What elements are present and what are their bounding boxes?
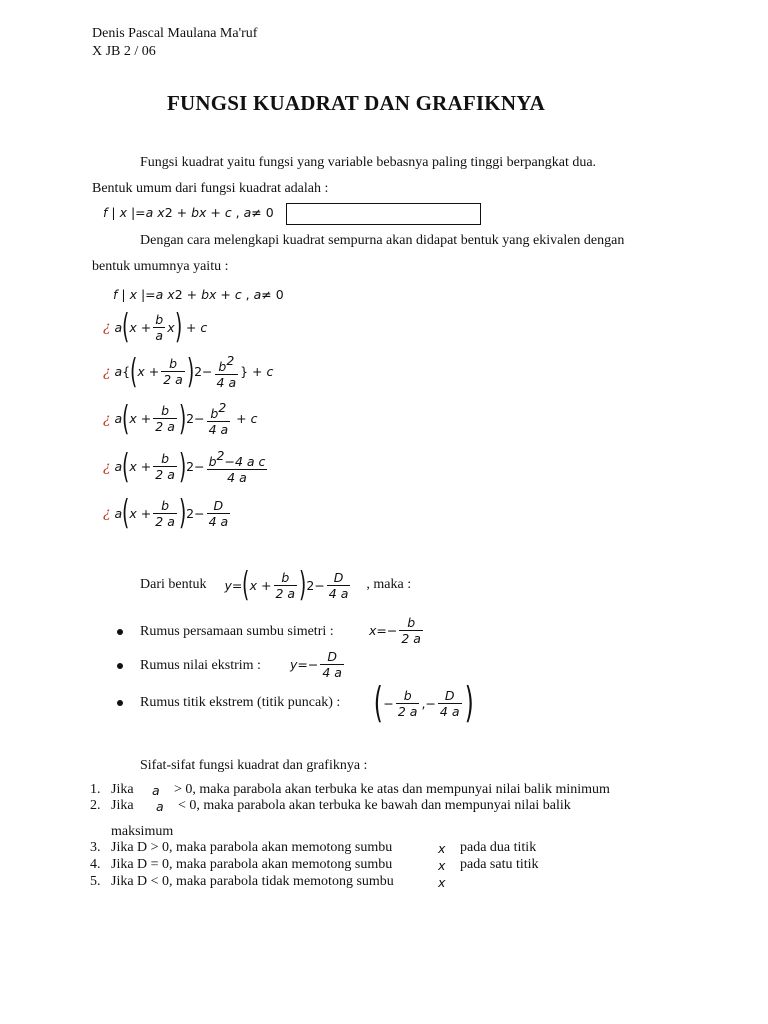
item-text: Jika D > 0, maka parabola akan memotong sumbu [111,840,393,855]
step-glyph: ¿ [103,363,111,380]
bullet-dot [117,700,123,706]
vertex-formula: ( − $\frac{b}{2 a}$ ,− $\frac{D}{4 a}$ ) [373,678,474,727]
derivation-step-5: ¿ a ( x + $\frac{b}{2 a}$ ) 2 − $\frac{D}{4 a}$ [103,493,229,533]
item-var: x [438,875,446,890]
property-item-1 [90,782,610,798]
item-number: 4. [90,857,101,872]
properties-heading: Sifat-sifat fungsi kuadrat dan grafiknya : [140,758,368,773]
derivation-step-0: f | x |= a x 2 + bx + c , a ≠ 0 [113,287,284,302]
general-form-text: Bentuk umum dari fungsi kuadrat adalah : [92,181,329,196]
item-number: 1. [90,782,101,797]
bullet-dot [117,629,123,635]
axis-symmetry-formula: x =− $\frac{b}{2 a}$ [369,615,421,646]
derivation-step-4: ¿ a ( x + $\frac{b}{2 a}$ ) 2 − $\frac{b^2-4 a c}{4 a}$ [103,446,266,487]
item-post: pada satu titik [460,857,539,872]
property-item-2 [90,798,571,814]
property-item-4 [90,857,539,873]
intro-text: Fungsi kuadrat yaitu fungsi yang variable bebasnya paling tinggi berpangkat dua. [140,155,597,170]
item-text: < 0, maka parabola akan terbuka ke bawah dan mempunyai nilai balik [178,798,571,813]
step-glyph: ¿ [103,410,111,427]
step-glyph: ¿ [103,505,111,521]
derivation-step-2: ¿ a { ( x + $\frac{b}{2 a}$ ) 2 − $\frac{b^2}{4 a}$ } + c [103,351,274,392]
extreme-value-formula: y =− $\frac{D}{4 a}$ [290,649,342,680]
page-title: FUNGSI KUADRAT DAN GRAFIKNYA [167,91,545,115]
vertex-form-label: Dari bentuk [140,577,207,592]
item-pre: Jika [111,782,134,797]
item-post: pada dua titik [460,840,537,855]
axis-symmetry-label: Rumus persamaan sumbu simetri : [140,624,334,639]
completing-text: Dengan cara melengkapi kuadrat sempurna akan didapat bentuk yang ekivalen dengan [140,233,625,248]
derivation-step-1: ¿ a ( x + $\frac{b}{a}$ x ) + c [103,307,208,347]
item-number: 5. [90,874,101,889]
item-var: a [152,783,160,798]
extreme-value-label: Rumus nilai ekstrim : [140,658,261,673]
vertex-label: Rumus titik ekstrem (titik puncak) : [140,695,341,710]
vertex-form-line: Dari bentuk y = ( x + $\frac{b}{2 a}$ ) 2 − $\frac{D}{4 a}$ , maka : [140,565,412,605]
derivation-step-3: ¿ a ( x + $\frac{b}{2 a}$ ) 2 − $\frac{b^2}{4 a}$ + c [103,398,258,439]
item-var: a [156,799,164,814]
item-text: Jika D = 0, maka parabola akan memotong sumbu [111,857,393,872]
item-number: 3. [90,840,101,855]
item-pre: Jika [111,798,134,813]
item-var: x [438,841,446,856]
property-item-5 [90,874,446,890]
bullet-dot [117,663,123,669]
class-label: X JB 2 / 06 [92,44,156,59]
author-name: Denis Pascal Maulana Ma'ruf [92,26,258,41]
item-var: x [438,858,446,873]
step-glyph: ¿ [103,458,111,475]
general-form-formula: f | x |= a x 2 + bx + c , a ≠ 0 [103,205,274,220]
item-number: 2. [90,798,101,813]
property-item-3 [90,840,537,856]
item-text: Jika D < 0, maka parabola tidak memotong sumbu [111,874,394,889]
completing-text-cont: bentuk umumnya yaitu : [92,259,229,274]
empty-box [286,203,481,225]
step-glyph: ¿ [103,319,111,335]
maka-label: , maka : [366,577,412,592]
item-text: > 0, maka parabola akan terbuka ke atas dan mempunyai nilai balik minimum [174,782,610,797]
property-item-2-cont: maksimum [111,824,174,839]
